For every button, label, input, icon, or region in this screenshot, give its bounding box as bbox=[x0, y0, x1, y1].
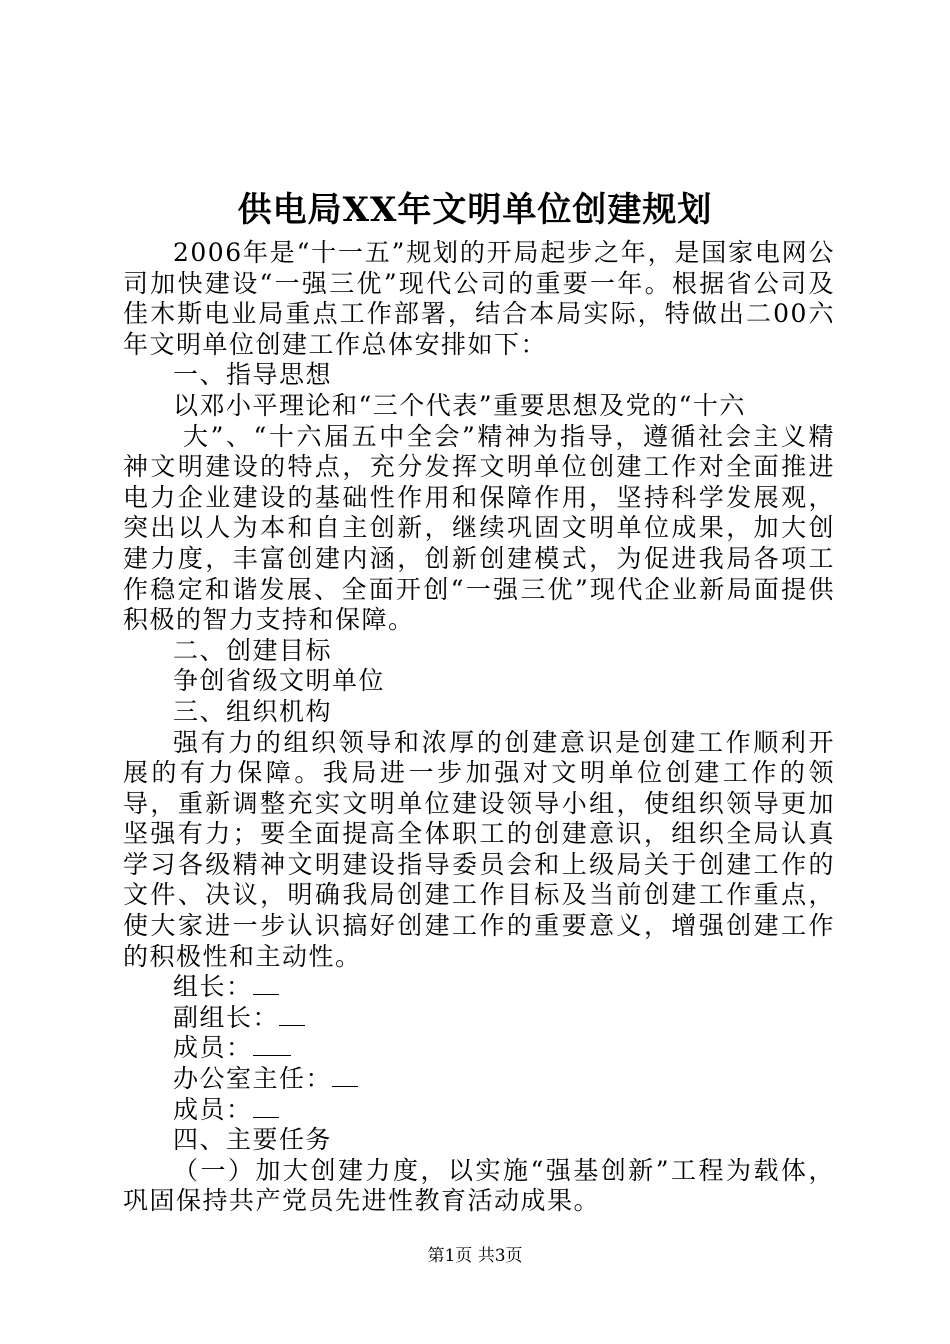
role-line-member bbox=[123, 1033, 835, 1064]
page-indicator: 第1页 共3页 bbox=[427, 1246, 523, 1266]
role-line-deputy-leader bbox=[123, 1003, 835, 1034]
section-heading-guiding-thought: 一、指导思想 bbox=[173, 360, 333, 390]
guiding-thought-continuation: 大”、“十六届五中全会”精神为指导，遵循社会主义精神文明建设的特点，充分发挥文明单位创建工作对全面推进电力企业建设的基础性作用和保障作用，坚持科学发展观，突出以人为本和自主创新，继续巩固文明单位成果，加大创建力度，丰富创建内涵，创新创建模式，为促进我局各项工作稳定和谐发展、全面开创“一强三优”现代企业新局面提供积极的智力支持和保障。 bbox=[123, 421, 835, 635]
section-heading-main-tasks: 四、主要任务 bbox=[173, 1125, 333, 1155]
role-line-member-2 bbox=[123, 1095, 835, 1126]
guiding-thought-first-line: 以邓小平理论和“三个代表”重要思想及党的“十六 bbox=[173, 390, 746, 420]
role-label: 成员： bbox=[173, 1033, 253, 1063]
blank-field bbox=[253, 1035, 291, 1056]
role-label: 副组长： bbox=[173, 1002, 280, 1032]
document-title: 供电局XX年文明单位创建规划 bbox=[237, 190, 713, 230]
blank-field bbox=[279, 1005, 305, 1026]
organization-paragraph: 强有力的组织领导和浓厚的创建意识是创建工作顺利开展的有力保障。我局进一步加强对文明单位创建工作的领导，重新调整充实文明单位建设领导小组，使组织领导更加坚强有力；要全面提高全体职工的创建意识，组织全局认真学习各级精神文明建设指导委员会和上级局关于创建工作的文件、决议，明确我局创建工作目标及当前创建工作重点，使大家进一步认识搞好创建工作的重要意义，增强创建工作的积极性和主动性。 bbox=[123, 727, 835, 971]
section-heading-goal: 二、创建目标 bbox=[173, 635, 333, 665]
task-1-paragraph: （一）加大创建力度，以实施“强基创新”工程为载体，巩固保持共产党员先进性教育活动成果。 bbox=[123, 1155, 835, 1216]
goal-text: 争创省级文明单位 bbox=[173, 666, 386, 696]
role-label: 组长： bbox=[173, 972, 253, 1002]
blank-field bbox=[253, 974, 279, 995]
document-body bbox=[123, 238, 835, 1217]
role-label: 成员： bbox=[173, 1094, 253, 1124]
guiding-thought-paragraph bbox=[123, 391, 835, 636]
blank-field bbox=[253, 1097, 279, 1118]
role-label: 办公室主任： bbox=[173, 1064, 333, 1094]
section-heading-organization: 三、组织机构 bbox=[173, 696, 333, 726]
role-line-office-director bbox=[123, 1064, 835, 1095]
blank-field bbox=[332, 1066, 358, 1087]
role-line-leader bbox=[123, 972, 835, 1003]
intro-paragraph: 2006年是“十一五”规划的开局起步之年，是国家电网公司加快建设“一强三优”现代公司的重要一年。根据省公司及佳木斯电业局重点工作部署，结合本局实际，特做出二00六年文明单位创建工作总体安排如下： bbox=[123, 238, 835, 359]
